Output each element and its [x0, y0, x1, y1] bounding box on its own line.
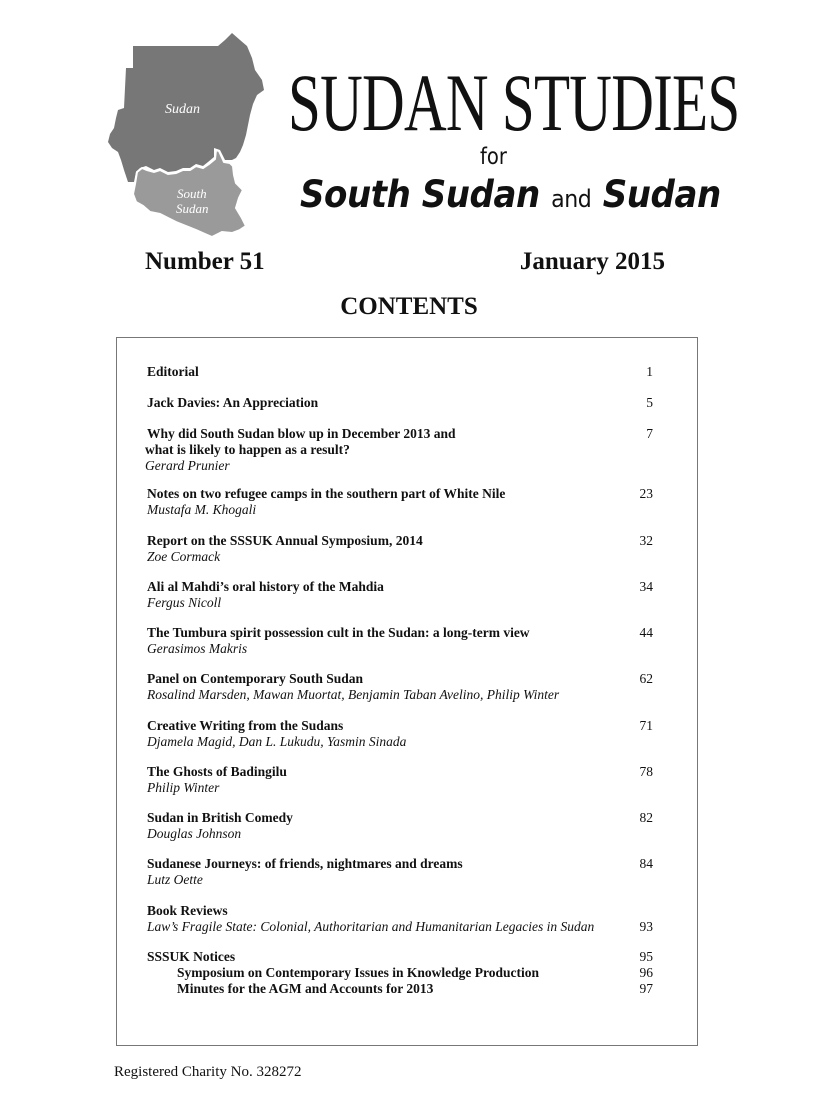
toc-title: Jack Davies: An Appreciation [147, 395, 319, 410]
toc-title: The Ghosts of Badingilu [147, 764, 287, 779]
sudan-map-label: Sudan [165, 102, 200, 117]
registered-charity-footer: Registered Charity No. 328272 [114, 1064, 302, 1080]
toc-title: Panel on Contemporary South Sudan [147, 671, 364, 686]
issue-date: January 2015 [519, 248, 665, 275]
toc-entry[interactable] [147, 856, 657, 888]
toc-entry[interactable] [147, 671, 657, 703]
toc-page: 23 [639, 486, 653, 501]
toc-entry[interactable] [147, 810, 657, 842]
toc-author: Fergus Nicoll [147, 595, 222, 610]
toc-page: 7 [646, 426, 653, 441]
toc-title: The Tumbura spirit possession cult in the Sudan: a long-term view [147, 625, 530, 640]
toc-entry[interactable] [147, 764, 657, 796]
toc-page: 95 [639, 949, 653, 964]
table-of-contents [116, 337, 698, 1046]
subtitle-south-sudan: South Sudan [300, 173, 540, 216]
toc-author: Douglas Johnson [147, 826, 242, 841]
toc-title: Sudan in British Comedy [147, 810, 293, 825]
toc-title: Why did South Sudan blow up in December 2013 and [147, 426, 456, 441]
subtitle-sudan: Sudan [602, 173, 721, 216]
south-sudan-map-label-line2: Sudan [176, 201, 209, 216]
notices-item[interactable]: Minutes for the AGM and Accounts for 2013 [177, 981, 434, 996]
toc-page: 44 [639, 625, 653, 640]
toc-page: 82 [639, 810, 653, 825]
subtitle-and: and [551, 185, 592, 213]
toc-page: 84 [639, 856, 653, 871]
notices-item[interactable]: Symposium on Contemporary Issues in Knowledge Production [177, 965, 540, 980]
toc-page: 71 [639, 718, 653, 733]
toc-entry[interactable] [147, 486, 657, 518]
toc-title-line2: what is likely to happen as a result? [145, 442, 350, 457]
book-review-item: Law’s Fragile State: Colonial, Authoritarian and Humanitarian Legacies in Sudan [147, 919, 595, 934]
toc-page: 97 [639, 981, 653, 996]
toc-entry[interactable] [147, 426, 657, 474]
sudan-map-logo [100, 28, 280, 243]
toc-title: Notes on two refugee camps in the southern part of White Nile [147, 486, 506, 501]
notices-heading: SSSUK Notices [147, 949, 236, 964]
toc-notices[interactable] [147, 949, 657, 997]
toc-entry[interactable] [147, 533, 657, 565]
journal-subtitle [300, 173, 721, 216]
toc-page: 96 [639, 965, 653, 980]
journal-title: SUDAN STUDIES [288, 57, 740, 148]
south-sudan-map-label-line1: South [177, 186, 207, 201]
toc-page: 93 [639, 919, 653, 934]
toc-title: Sudanese Journeys: of friends, nightmares and dreams [147, 856, 463, 871]
book-reviews-heading: Book Reviews [147, 903, 228, 918]
toc-page: 34 [639, 579, 653, 594]
toc-author: Philip Winter [147, 780, 220, 795]
toc-author: Gerasimos Makris [147, 641, 248, 656]
toc-entry[interactable] [147, 625, 657, 657]
toc-page: 78 [639, 764, 653, 779]
toc-page: 32 [639, 533, 653, 548]
toc-page: 62 [639, 671, 653, 686]
toc-entry[interactable] [147, 395, 657, 411]
toc-title: Creative Writing from the Sudans [147, 718, 344, 733]
toc-author: Zoe Cormack [147, 549, 221, 564]
toc-author: Mustafa M. Khogali [147, 502, 257, 517]
toc-book-reviews[interactable] [147, 903, 657, 935]
toc-entry-editorial[interactable] [147, 364, 657, 380]
issue-number: Number 51 [145, 248, 265, 275]
toc-author: Lutz Oette [147, 872, 203, 887]
toc-page: 1 [646, 364, 653, 379]
toc-title: Ali al Mahdi’s oral history of the Mahdia [147, 579, 384, 594]
toc-author: Rosalind Marsden, Mawan Muortat, Benjamin Taban Avelino, Philip Winter [147, 687, 560, 702]
contents-heading: CONTENTS [340, 293, 478, 320]
toc-title: Editorial [147, 364, 199, 379]
journal-title-for: for [480, 144, 507, 170]
toc-page: 5 [646, 395, 653, 410]
toc-title: Report on the SSSUK Annual Symposium, 2014 [147, 533, 423, 548]
toc-entry[interactable] [147, 579, 657, 611]
toc-entry[interactable] [147, 718, 657, 750]
toc-author: Gerard Prunier [145, 458, 230, 473]
toc-author: Djamela Magid, Dan L. Lukudu, Yasmin Sinada [147, 734, 407, 749]
